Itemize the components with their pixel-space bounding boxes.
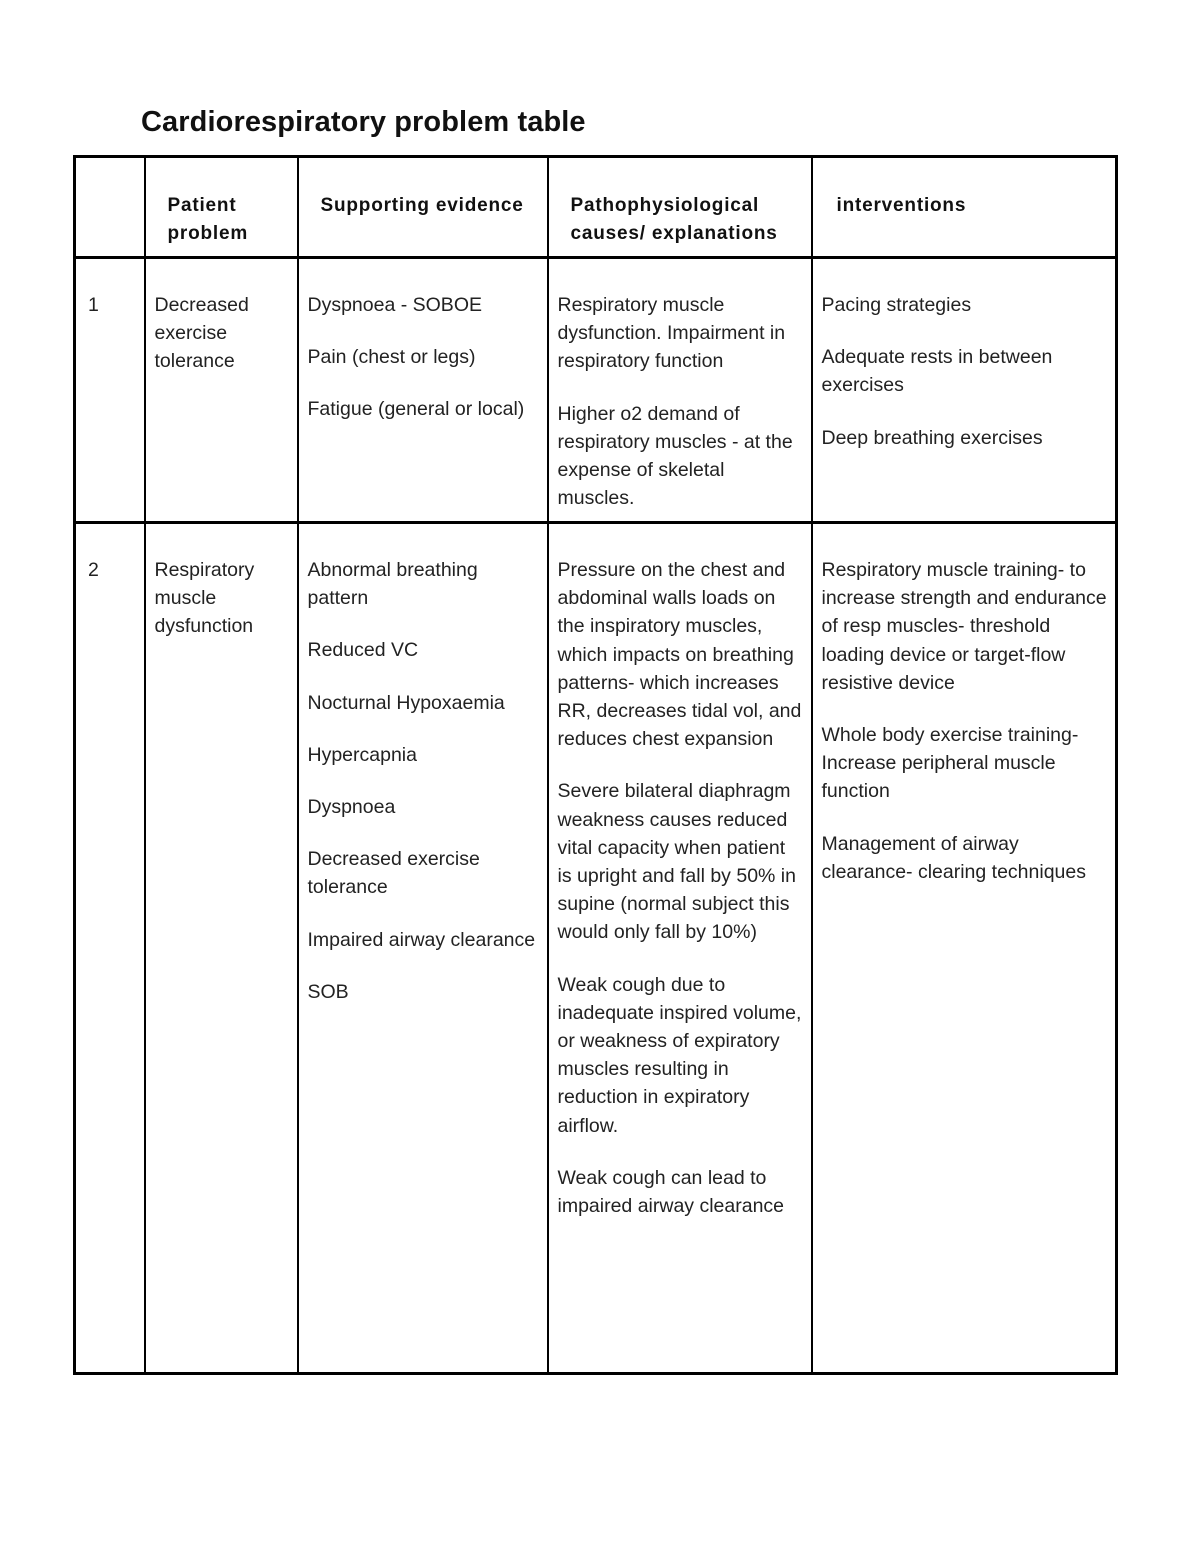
explanation-item: Respiratory muscle dysfunction. Impairment in respiratory function: [557, 294, 786, 373]
explanation-item: Weak cough due to inadequate inspired volume, or weakness of expiratory muscles resulting in reduction in expiratory airflow.: [557, 973, 802, 1137]
table-row: [75, 258, 1117, 523]
evidence-item: Dyspnoea: [307, 796, 396, 819]
header-row: [75, 157, 1117, 258]
evidence-item: Fatigue (general or local): [307, 398, 525, 421]
supporting-evidence-cell: [298, 258, 548, 523]
intervention-item: Adequate rests in between exercises: [821, 346, 1053, 397]
evidence-item: Hypercapnia: [307, 743, 417, 766]
row-number: 2: [88, 559, 99, 581]
supporting-evidence-cell: [298, 523, 548, 1374]
evidence-item: Pain (chest or legs): [307, 346, 476, 369]
header-supporting-evidence: Supporting evidence: [298, 157, 548, 258]
patient-problem-cell: [145, 258, 298, 523]
intervention-item: Management of airway clearance- clearing techniques: [821, 832, 1086, 883]
evidence-item: Decreased exercise tolerance: [307, 848, 480, 899]
explanation-item: Severe bilateral diaphragm weakness causes reduced vital capacity when patient is upright and fall by 50% in supine (normal subject this would only fall by 10%): [557, 780, 796, 944]
table-row: [75, 523, 1117, 1374]
explanation-item: Weak cough can lead to impaired airway clearance: [557, 1166, 785, 1218]
row-number-cell: [75, 258, 145, 523]
patient-problem: Decreased exercise tolerance: [154, 294, 249, 373]
intervention-item: Pacing strategies: [821, 294, 972, 316]
patient-problem-cell: [145, 523, 298, 1374]
evidence-item: Reduced VC: [307, 639, 419, 662]
row-number-cell: [75, 523, 145, 1374]
explanation-item: Higher o2 demand of respiratory muscles - at the expense of skeletal muscles.: [557, 402, 793, 510]
problem-table: [73, 155, 1118, 1375]
header-number: [75, 157, 145, 258]
intervention-item: Whole body exercise training- Increase peripheral muscle function: [821, 724, 1079, 803]
intervention-item: Deep breathing exercises: [821, 426, 1043, 449]
evidence-item: Impaired airway clearance: [307, 928, 536, 951]
evidence-item: SOB: [307, 980, 349, 1003]
intervention-item: Respiratory muscle training- to increase strength and endurance of resp muscles- threshold loading device or target-flow resistive device: [821, 559, 1107, 694]
evidence-item: Nocturnal Hypoxaemia: [307, 691, 505, 714]
evidence-item: Abnormal breathing pattern: [307, 559, 478, 610]
patient-problem: Respiratory muscle dysfunction: [154, 559, 255, 638]
row-number: 1: [88, 294, 99, 316]
pathophysiological-cell: [548, 258, 812, 523]
explanation-item: Pressure on the chest and abdominal walls loads on the inspiratory muscles, which impacts on breathing patterns- which increases RR, decreases tidal vol, and reduces chest expansion: [557, 559, 802, 751]
header-patient-problem: Patient problem: [145, 157, 298, 258]
evidence-item: Dyspnoea - SOBOE: [307, 294, 482, 316]
header-interventions: interventions: [812, 157, 1117, 258]
interventions-cell: [812, 523, 1117, 1374]
page-title: Cardiorespiratory problem table: [141, 106, 586, 138]
pathophysiological-cell: [548, 523, 812, 1374]
interventions-cell: [812, 258, 1117, 523]
header-pathophysiological: Pathophysiological causes/ explanations: [548, 157, 812, 258]
